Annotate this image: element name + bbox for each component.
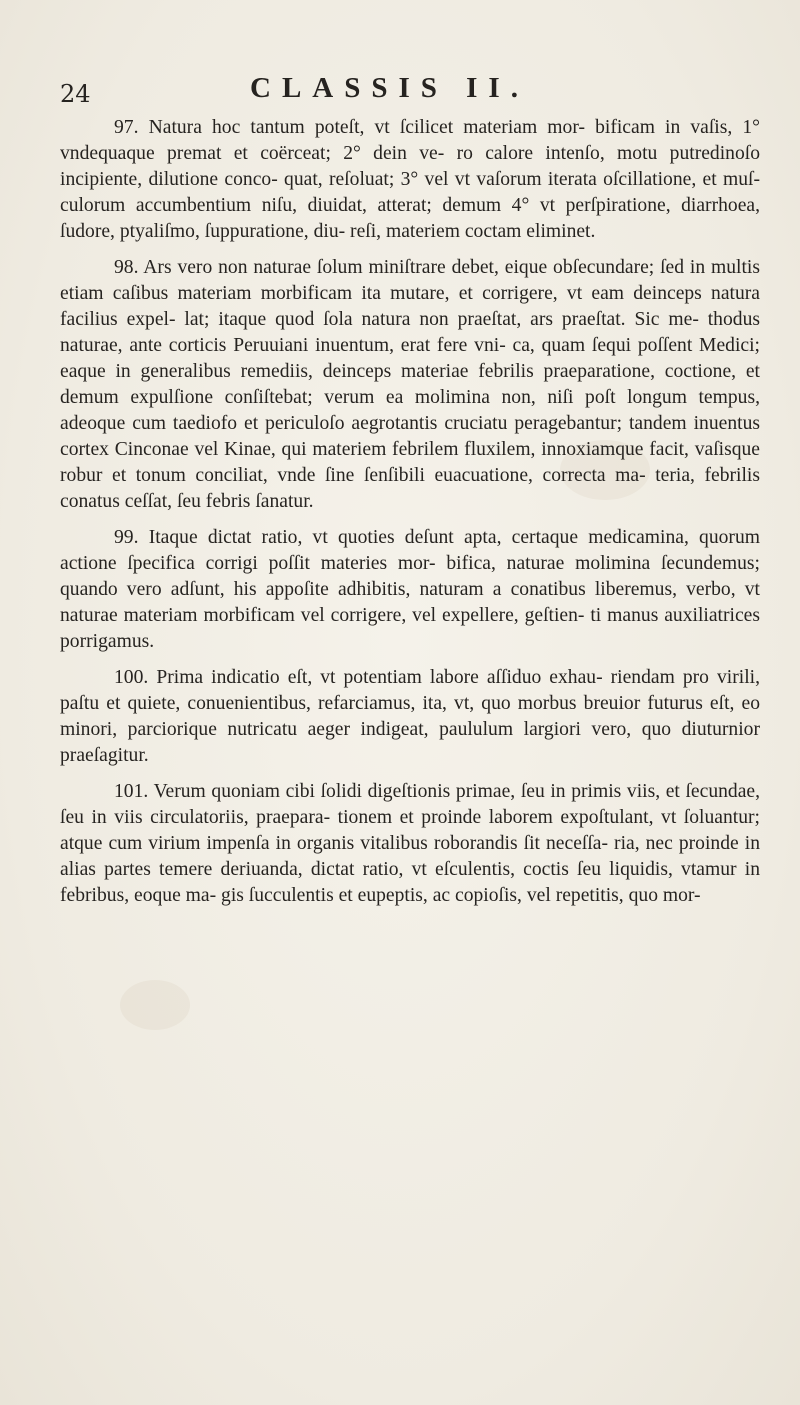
paragraph-text: Itaque dictat ratio, vt quoties deſunt apta, certaque medicamina, quorum actione ſpecifica corrigi poſſit materies mor- bifica, naturae molimina ſecundemus; quando vero adſunt, his appoſite adhibitis, naturam a conatibus liberemus, verbo, vt naturae materiam morbificam vel corrigere, vel expellere, geſtien- ti manus auxiliatrices porrigamus. <box>60 527 760 652</box>
paragraph-text: Ars vero non naturae ſolum miniſtrare debet, eique obſecundare; ſed in multis etiam caſibus materiam morbificam ita mutare, et corrigere, vt eam deinceps natura facilius expel- lat; itaque quod ſola natura non praeſtat, ars praeſtat. Sic me- thodus naturae, ante corticis Peruuiani inuentum, erat fere vni- ca, quam ſequi poſſent Medici; eaque in generalibus remediis, deinceps materiae febrilis praeparatione, coctione, et demum expulſione conſiſtebat; verum ea molimina non, niſi poſt longum tempus, adeoque cum taediofo et periculoſo aegrotantis cruciatu peragebantur; tandem inuentus cortex Cinconae vel Kinae, qui materiem febrilem fluxilem, innoxiamque facit, vaſisque robur et tonum conciliat, vnde ſine ſenſibili euacuatione, correcta ma- teria, febrilis conatus ceſſat, ſeu febris ſanatur. <box>60 257 760 512</box>
paragraph-98 <box>60 255 760 515</box>
paragraph-text: Prima indicatio eſt, vt potentiam labore aſſiduo exhau- riendam pro virili, paſtu et quiete, conuenientibus, refarciamus, ita, vt, quo morbus breuior futurus eſt, eo minori, parciorique nutricatu aeger indigeat, paululum largiori vero, quo diuturnior praeſagitur. <box>60 667 760 766</box>
paragraph-97 <box>60 115 760 245</box>
running-head: CLASSIS II. <box>250 72 529 104</box>
paragraph-text: Natura hoc tantum poteſt, vt ſcilicet materiam mor- bificam in vaſis, 1° vndequaque premat et coërceat; 2° dein ve- ro calore intenſo, motu putredinoſo incipiente, dilutione conco- quat, reſoluat; 3° vel vt vaſorum iterata oſcillatione, et muſ- culorum accumbentium niſu, diuidat, atterat; demum 4° vt perſpiratione, diarrhoea, ſudore, ptyaliſmo, ſuppuratione, diu- reſi, materiem coctam eliminet. <box>60 117 760 242</box>
section-number: 99. <box>114 527 139 548</box>
section-number: 101. <box>114 781 149 802</box>
paragraph-101 <box>60 779 760 909</box>
paragraph-text: Verum quoniam cibi ſolidi digeſtionis primae, ſeu in primis viis, et ſecundae, ſeu in viis circulatoriis, praepara- tionem et proinde laborem expoſtulant, vt ſoluantur; atque cum virium impenſa in organis vitalibus roborandis ſit neceſſa- ria, nec proinde in alias partes temere deriuanda, dictat ratio, vt eſculentis, coctis ſeu liquidis, vtamur in febribus, eoque ma- gis ſucculentis et eupeptis, ac copioſis, vel repetitis, quo mor- <box>60 781 760 906</box>
section-number: 100. <box>114 667 149 688</box>
section-number: 97. <box>114 117 139 138</box>
page-number: 24 <box>60 80 91 108</box>
section-number: 98. <box>114 257 139 278</box>
paper-stain <box>120 980 190 1030</box>
page-header <box>60 68 760 108</box>
paragraph-100 <box>60 665 760 769</box>
body-text <box>60 115 760 919</box>
paragraph-99 <box>60 525 760 655</box>
